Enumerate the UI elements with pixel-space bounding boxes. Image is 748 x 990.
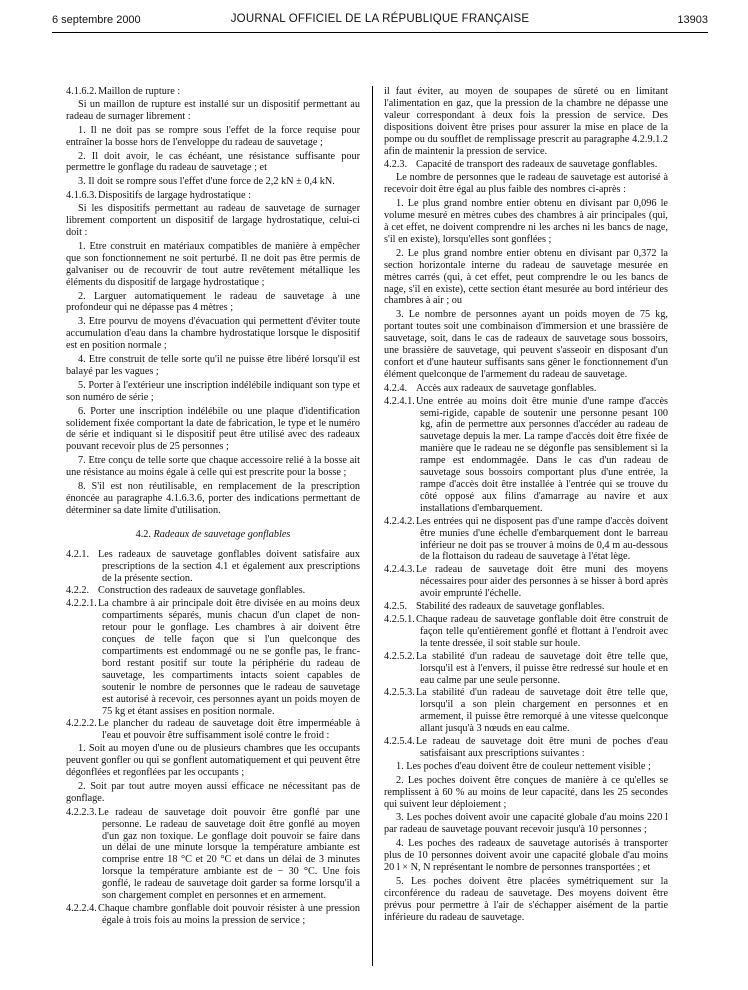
paragraph: 3. Les poches doivent avoir une capacité globale d'au moins 220 l par radeau de sauvetage pouvant recevoir jusqu'à 10 personnes ;	[384, 812, 668, 836]
paragraph: 5. Porter à l'extérieur une inscription indélébile indiquant son type et son numéro de série ;	[66, 379, 360, 403]
paragraph-text: Le plancher du radeau de sauvetage doit être imperméable à l'eau et pouvoir être suffisamment isolé contre le froid :	[98, 718, 360, 742]
paragraph-number: 4.2.2.2.	[66, 718, 97, 730]
numbered-paragraph	[66, 190, 360, 202]
paragraph: 3. Etre pourvu de moyens d'évacuation qui permettent d'éviter toute accumulation d'eau dans la chambre hydrostatique lorsque le dispositif est en position normale ;	[66, 316, 360, 352]
paragraph: 1. Le plus grand nombre entier obtenu en divisant par 0,096 le volume mesuré en mètres cubes des chambres à air principales (qui, à cet effet, ne doivent comprendre ni les arches ni les bancs de nage, s'il en existe), lorsqu'elles sont gonflées ;	[384, 198, 668, 245]
paragraph: 6. Porter une inscription indélébile ou une plaque d'identification solidement fixée comportant la date de fabrication, le type et le numéro de série et indiquant si le dispositif peut être utilisé avec des radeaux pouvant recevoir plus de 25 personnes ;	[66, 405, 360, 453]
paragraph: 7. Etre conçu de telle sorte que chaque accessoire relié à la bosse ait une résistance au moins égale à celle qui est prescrite pour la bosse ;	[66, 455, 360, 479]
paragraph: 2. Le plus grand nombre entier obtenu en divisant par 0,372 la section horizontale interne du radeau de sauvetage mesurée en mètres carrés (qui, à cet effet, peut comprendre le ou les bancs de nage, s'il en existe), cette section étant mesurée au bord intérieur des chambres à air ; ou	[384, 247, 668, 307]
left-column	[66, 86, 360, 928]
paragraph-text: Stabilité des radeaux de sauvetage gonflables.	[416, 601, 605, 613]
paragraph-text: La stabilité d'un radeau de sauvetage doit être telle que, lorsqu'il est à l'envers, il puisse être redressé sur houle et en eau calme par une seule personne.	[416, 650, 668, 686]
section-number: 4.2.	[135, 528, 151, 540]
paragraph-number: 4.1.6.3.	[66, 190, 97, 202]
paragraph-number: 4.2.3.	[384, 159, 408, 171]
paragraph: 2. Il doit avoir, le cas échéant, une résistance suffisante pour permettre le gonflage du radeau de sauvetage ; et	[66, 150, 360, 174]
paragraph-text: Le radeau de sauvetage doit être muni de poches d'eau satisfaisant aux prescriptions suivantes :	[416, 736, 668, 759]
column-divider	[372, 86, 373, 966]
header-date: 6 septembre 2000	[52, 14, 141, 26]
paragraph: Si un maillon de rupture est installé sur un dispositif permettant au radeau de surnager librement :	[66, 98, 360, 122]
paragraph-text: Le radeau de sauvetage doit être muni des moyens nécessaires pour aider des personnes à se hisser à bord après avoir emprunté l'échelle.	[416, 564, 668, 600]
numbered-paragraph	[384, 736, 668, 760]
numbered-paragraph	[384, 159, 668, 171]
section-heading	[66, 529, 360, 541]
paragraph: 2. Soit par tout autre moyen aussi efficace ne nécessitant pas de gonflage.	[66, 780, 360, 804]
paragraph: 2. Larguer automatiquement le radeau de sauvetage à une profondeur qui ne dépasse pas 4 mètres ;	[66, 290, 360, 314]
paragraph-text: La stabilité d'un radeau de sauvetage doit être telle que, lorsqu'il a son plein chargement en personnes et en armement, il puisse être remorqué à une vitesse quelconque allant jusqu'à 3 nœuds en eau calme.	[416, 687, 668, 735]
paragraph-text: Accès aux radeaux de sauvetage gonflables.	[416, 382, 597, 394]
paragraph-number: 4.2.5.2.	[384, 650, 415, 662]
numbered-paragraph	[66, 718, 360, 742]
paragraph-number: 4.2.2.4.	[66, 903, 97, 914]
paragraph-text: Capacité de transport des radeaux de sauvetage gonflables.	[416, 159, 658, 171]
paragraph: 1. Etre construit en matériaux compatibles de manière à empêcher que son fonctionnement ne soit perturbé. Il ne doit pas être permis de galvaniser ou de recouvrir de tout autre revêtement métallique les éléments du dispositif de largage hydrostatique ;	[66, 240, 360, 288]
numbered-paragraph	[384, 383, 668, 395]
numbered-paragraph	[66, 598, 360, 717]
paragraph-text: La chambre à air principale doit être divisée en au moins deux compartiments séparés, munis chacun d'un clapet de non-retour pour le gonflage. Les chambres à air doivent être conçues de telle façon que si l'un quelconque des compartiments est endommagé ou ne se gonfle pas, le franc-bord restant positif sur toute la périphérie du radeau de sauvetage, les compartiments intacts soient capables de soutenir le nombre de personnes que le radeau de sauvetage est autorisé à recevoir, ces personnes ayant un poids moyen de 75 kg et étant assises en position normale.	[98, 598, 360, 717]
paragraph-number: 4.2.5.4.	[384, 736, 415, 748]
paragraph-text: Les radeaux de sauvetage gonflables doivent satisfaire aux prescriptions de la section 4.1 et également aux prescriptions de la présente section.	[98, 548, 360, 584]
paragraph: 2. Les poches doivent être conçues de manière à ce qu'elles se remplissent à 60 % au moins de leur capacité, dans les 25 secondes qui suivent leur déploiement ;	[384, 774, 668, 810]
paragraph-number: 4.1.6.2.	[66, 86, 97, 97]
paragraph-text: Chaque chambre gonflable doit pouvoir résister à une pression égale à trois fois au moins la pression de service ;	[98, 903, 360, 926]
numbered-paragraph	[384, 601, 668, 613]
right-column	[384, 86, 668, 926]
paragraph-number: 4.2.4.3.	[384, 564, 415, 576]
paragraph-number: 4.2.5.3.	[384, 687, 415, 699]
numbered-paragraph	[66, 585, 360, 597]
paragraph-number: 4.2.5.	[384, 601, 408, 613]
paragraph-number: 4.2.4.1.	[384, 395, 415, 407]
numbered-paragraph	[66, 903, 360, 927]
paragraph-text: Maillon de rupture :	[98, 86, 181, 97]
continued-paragraph: il faut éviter, au moyen de soupapes de sûreté ou en limitant l'alimentation en gaz, que la pression de la chambre ne dépasse une valeur correspondant à deux fois la pression de service. Des dispositions doivent être prises pour assurer la mise en place de la pompe ou du soufflet de remplissage prescrit au paragraphe 4.2.9.1.2 afin de maintenir la pression de service.	[384, 86, 668, 157]
paragraph-text: Une entrée au moins doit être munie d'une rampe d'accès semi-rigide, capable de soutenir une personne pesant 100 kg, afin de permettre aux personnes d'accéder au radeau de sauvetage depuis la mer. La rampe d'accès doit être fixée de manière que le radeau ne se dégonfle pas sensiblement si la rampe est endommagée. Dans le cas d'un radeau de sauvetage sous bossoirs comportant plus d'une entrée, la rampe d'accès doit être installée à l'entrée qui se trouve du côté opposé aux filins d'amarrage au navire et aux installations d'embarquement.	[416, 395, 668, 514]
paragraph-text: Chaque radeau de sauvetage gonflable doit être construit de façon telle qu'entièrement gonflé et flottant à l'endroit avec la tente dressée, il soit stable sur houle.	[416, 613, 668, 649]
paragraph-text: Le radeau de sauvetage doit pouvoir être gonflé par une personne. Le radeau de sauvetage doit être gonflé au moyen d'un gaz non toxique. Le gonflage doit pouvoir se faire dans un délai de une minute lorsque la température ambiante est comprise entre 18 °C et 20 °C et dans un délai de 3 minutes lorsque la température ambiante est de − 30 °C. Une fois gonflé, le radeau de sauvetage doit garder sa forme lorsqu'il a son chargement complet en personnes et en armement.	[98, 806, 360, 902]
numbered-paragraph	[66, 549, 360, 585]
paragraph-number: 4.2.1.	[66, 548, 90, 560]
paragraph: 5. Les poches doivent être placées symétriquement sur la circonférence du radeau de sauvetage. Des moyens doivent être prévus pour permettre à l'air de s'échapper aisément de la partie inférieure du radeau de sauvetage.	[384, 876, 668, 923]
section-title: Radeaux de sauvetage gonflables	[153, 528, 291, 540]
paragraph: 3. Il doit se rompre sous l'effet d'une force de 2,2 kN ± 0,4 kN.	[78, 176, 335, 188]
numbered-paragraph	[384, 396, 668, 515]
paragraph: 1. Il ne doit pas se rompre sous l'effet de la force requise pour entraîner la bosse hors de l'enveloppe du radeau de sauvetage ;	[66, 124, 360, 148]
numbered-paragraph	[384, 651, 668, 687]
paragraph-number: 4.2.2.1.	[66, 598, 97, 610]
paragraph: 8. S'il est non réutilisable, en remplacement de la prescription énoncée au paragraphe 4.1.6.3.6, porter des indications permettant de déterminer sa date limite d'utilisation.	[66, 481, 360, 516]
numbered-paragraph	[384, 614, 668, 650]
paragraph: 4. Etre construit de telle sorte qu'il ne puisse être libéré lorsqu'il est balayé par les vagues ;	[66, 354, 360, 377]
paragraph-text: Les entrées qui ne disposent pas d'une rampe d'accès doivent être munies d'une échelle d'embarquement dont le barreau inférieur ne doit pas se trouver à moins de 0,4 m au-dessous de la flottaison du radeau de sauvetage à l'état lège.	[416, 515, 668, 563]
paragraph: Le nombre de personnes que le radeau de sauvetage est autorisé à recevoir doit être égal au plus faible des nombres ci-après :	[384, 172, 668, 196]
paragraph-number: 4.2.5.1.	[384, 613, 415, 625]
numbered-paragraph	[384, 516, 668, 564]
paragraph: 1. Les poches d'eau doivent être de couleur nettement visible ;	[396, 760, 651, 772]
paragraph-text: Construction des radeaux de sauvetage gonflables.	[98, 585, 306, 597]
header-title: JOURNAL OFFICIEL DE LA RÉPUBLIQUE FRANÇAISE	[230, 13, 530, 25]
paragraph-text: Dispositifs de largage hydrostatique :	[98, 190, 251, 202]
paragraph: 1. Soit au moyen d'une ou de plusieurs chambres que les occupants peuvent gonfler ou qui se gonflent automatiquement et qui peuvent être dégonflées et regonflées par les occupants ;	[66, 743, 360, 779]
numbered-paragraph	[384, 564, 668, 600]
paragraph-number: 4.2.4.2.	[384, 515, 415, 527]
paragraph-number: 4.2.4.	[384, 382, 408, 394]
numbered-paragraph	[384, 687, 668, 735]
paragraph: 4. Les poches des radeaux de sauvetage autorisés à transporter plus de 10 personnes doivent avoir une capacité globale d'au moins 20 l × N, N représentant le nombre de personnes transportées ; et	[384, 838, 668, 874]
numbered-paragraph	[66, 807, 360, 902]
numbered-paragraph	[66, 86, 360, 98]
paragraph: Si les dispositifs permettant au radeau de sauvetage de surnager librement comportent un dispositif de largage hydrostatique, celui-ci doit :	[66, 203, 360, 238]
header-page-number: 13903	[677, 14, 708, 26]
paragraph: 3. Le nombre de personnes ayant un poids moyen de 75 kg, portant toutes soit une combinaison d'immersion et une brassière de sauvetage, soit, dans le cas de radeaux de sauvetage sous bossoirs, une brassière de sauvetage, qui peuvent s'asseoir en disposant d'un confort et d'une hauteur suffisants sans gêner le fonctionnement d'un élément quelconque de l'armement du radeau de sauvetage.	[384, 309, 668, 380]
paragraph-number: 4.2.2.	[66, 585, 90, 597]
page-header	[52, 10, 708, 33]
paragraph-number: 4.2.2.3.	[66, 806, 97, 818]
